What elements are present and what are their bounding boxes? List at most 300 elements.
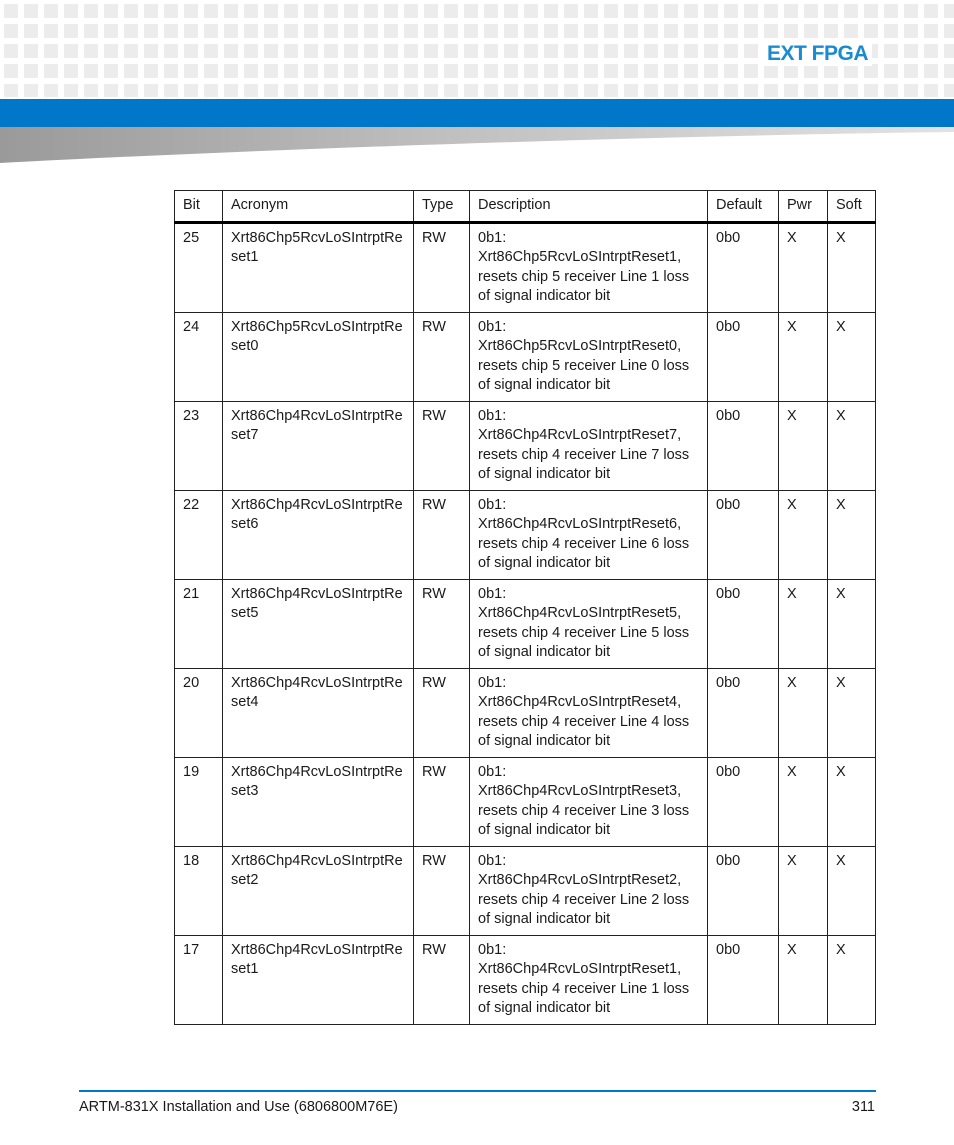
header-pattern-square [364,84,378,97]
header-pattern-square [224,4,238,18]
header-pattern-square [224,84,238,97]
header-pattern-square [824,24,838,38]
header-pattern-square [244,44,258,58]
header-pattern-square [404,64,418,78]
header-pattern-square [144,4,158,18]
header-pattern-square [244,4,258,18]
header-pattern-square [44,44,58,58]
header-pattern-square [264,24,278,38]
cell-default: 0b0 [708,757,779,846]
header-pattern-square [584,84,598,97]
header-pattern-square [204,44,218,58]
header-pattern-square [704,4,718,18]
table-row [175,222,876,312]
header-pattern-square [824,4,838,18]
header-pattern-square [924,44,938,58]
header-pattern-square [864,4,878,18]
cell-soft: X [828,935,876,1024]
header-pattern-square [344,44,358,58]
header-pattern-square [764,4,778,18]
column-header-default: Default [708,191,779,223]
header-pattern-square [904,64,918,78]
table-row [175,312,876,401]
cell-pwr: X [779,401,828,490]
table-row [175,490,876,579]
cell-type: RW [414,312,470,401]
cell-default: 0b0 [708,579,779,668]
header-pattern-square [84,64,98,78]
header-pattern-square [504,64,518,78]
header-pattern-square [564,64,578,78]
footer-document-title: ARTM-831X Installation and Use (6806800M76E) [79,1099,398,1115]
header-pattern-square [384,44,398,58]
column-header-acronym: Acronym [223,191,414,223]
cell-bit: 17 [175,935,223,1024]
table-row [175,935,876,1024]
table-row [175,846,876,935]
header-pattern-square [724,84,738,97]
header-pattern-square [884,64,898,78]
cell-acronym: Xrt86Chp4RcvLoSIntrptReset5 [223,579,414,668]
cell-pwr: X [779,312,828,401]
header-pattern-square [744,44,758,58]
header-pattern-square [164,84,178,97]
header-pattern-square [544,44,558,58]
column-header-pwr: Pwr [779,191,828,223]
header-pattern-square [324,84,338,97]
header-pattern-square [124,4,138,18]
cell-soft: X [828,312,876,401]
header-pattern-square [64,24,78,38]
header-pattern-square [884,4,898,18]
cell-default: 0b0 [708,312,779,401]
header-pattern-square [624,64,638,78]
header-pattern-square [384,84,398,97]
header-pattern-square [424,84,438,97]
cell-description: 0b1: Xrt86Chp4RcvLoSIntrptReset3, resets chip 4 receiver Line 3 loss of signal indicator bit [470,757,708,846]
header-pattern-square [24,24,38,38]
cell-type: RW [414,490,470,579]
cell-type: RW [414,222,470,312]
header-pattern-square [464,84,478,97]
header-pattern-square [924,84,938,97]
header-pattern-square [724,64,738,78]
header-pattern-square [444,44,458,58]
header-pattern-square [484,84,498,97]
header-pattern-square [944,4,954,18]
header-pattern-square [104,64,118,78]
header-pattern-square [44,64,58,78]
header-pattern-square [344,64,358,78]
header-pattern-square [824,64,838,78]
table-row [175,668,876,757]
header-pattern-square [164,44,178,58]
cell-description: 0b1: Xrt86Chp4RcvLoSIntrptReset7, resets chip 4 receiver Line 7 loss of signal indicator bit [470,401,708,490]
cell-bit: 25 [175,222,223,312]
footer-rule [79,1090,876,1092]
cell-pwr: X [779,935,828,1024]
header-pattern-square [164,4,178,18]
header-pattern-square [464,4,478,18]
header-pattern-square [204,4,218,18]
cell-pwr: X [779,222,828,312]
header-pattern-square [524,84,538,97]
header-pattern-square [524,64,538,78]
header-pattern-square [464,44,478,58]
header-pattern-square [644,44,658,58]
header-pattern-square [844,24,858,38]
header-pattern-square [584,44,598,58]
header-pattern-square [664,24,678,38]
cell-description: 0b1: Xrt86Chp4RcvLoSIntrptReset6, resets chip 4 receiver Line 6 loss of signal indicator bit [470,490,708,579]
header-pattern-square [824,84,838,97]
cell-default: 0b0 [708,846,779,935]
header-pattern-square [124,64,138,78]
header-pattern-square [304,64,318,78]
header-pattern-square [864,64,878,78]
header-pattern-square [664,4,678,18]
header-pattern-square [184,84,198,97]
header-pattern-square [744,84,758,97]
header-pattern-square [644,4,658,18]
header-pattern-square [704,84,718,97]
header-pattern-square [64,84,78,97]
header-pattern-square [564,4,578,18]
header-pattern-square [684,64,698,78]
header-pattern-square [104,4,118,18]
header-pattern-square [624,44,638,58]
header-pattern-square [844,64,858,78]
header-blue-bar [0,99,954,127]
header-pattern-square [104,44,118,58]
cell-type: RW [414,846,470,935]
header-pattern-square [364,4,378,18]
header-pattern-square [424,64,438,78]
header-pattern-square [384,4,398,18]
header-pattern-square [724,44,738,58]
column-header-soft: Soft [828,191,876,223]
header-pattern-square [264,64,278,78]
header-pattern-square [944,64,954,78]
header-pattern-square [544,4,558,18]
cell-bit: 21 [175,579,223,668]
header-pattern-square [184,64,198,78]
header-pattern-square [404,4,418,18]
header-pattern-square [224,64,238,78]
header-pattern-square [404,84,418,97]
table-row [175,401,876,490]
header-pattern-square [104,24,118,38]
header-pattern-square [624,4,638,18]
header-pattern-square [504,4,518,18]
header-pattern-square [724,4,738,18]
register-table [174,190,876,1025]
header-pattern-square [404,24,418,38]
cell-soft: X [828,401,876,490]
header-pattern-square [464,24,478,38]
header-pattern-square [744,24,758,38]
header-pattern-square [264,44,278,58]
header-pattern-square [24,84,38,97]
table-header-row [175,191,876,223]
header-pattern-square [504,44,518,58]
cell-bit: 19 [175,757,223,846]
header-pattern-square [524,4,538,18]
header-pattern-square [564,24,578,38]
header-pattern-square [844,84,858,97]
header-pattern-square [444,84,458,97]
header-pattern-square [524,24,538,38]
header-pattern-square [184,44,198,58]
header-pattern-square [624,84,638,97]
cell-default: 0b0 [708,222,779,312]
column-header-bit: Bit [175,191,223,223]
header-pattern-square [764,64,778,78]
header-pattern-square [604,24,618,38]
cell-type: RW [414,579,470,668]
header-pattern-square [484,44,498,58]
header-pattern-square [364,44,378,58]
header-pattern-square [604,44,618,58]
header-pattern-square [444,64,458,78]
header-pattern-square [364,24,378,38]
header-pattern-square [144,84,158,97]
header-pattern-square [744,64,758,78]
cell-acronym: Xrt86Chp4RcvLoSIntrptReset7 [223,401,414,490]
header-pattern-square [84,4,98,18]
header-pattern-square [324,64,338,78]
header-pattern-square [324,4,338,18]
header-pattern-square [44,24,58,38]
header-pattern-square [344,24,358,38]
header-pattern-square [484,24,498,38]
header-pattern-square [84,24,98,38]
header-pattern-square [284,24,298,38]
header-pattern-square [924,64,938,78]
cell-type: RW [414,668,470,757]
header-pattern-square [84,44,98,58]
header-pattern-square [164,24,178,38]
column-header-description: Description [470,191,708,223]
header-pattern-square [684,4,698,18]
header-pattern-square [124,84,138,97]
header-pattern-square [924,24,938,38]
cell-description: 0b1: Xrt86Chp4RcvLoSIntrptReset5, resets chip 4 receiver Line 5 loss of signal indicator bit [470,579,708,668]
cell-bit: 24 [175,312,223,401]
header-pattern-square [304,4,318,18]
header-pattern-square [384,64,398,78]
cell-acronym: Xrt86Chp4RcvLoSIntrptReset1 [223,935,414,1024]
header-pattern-square [944,24,954,38]
header-pattern-square [604,64,618,78]
header-pattern-square [624,24,638,38]
header-pattern-square [4,64,18,78]
header-pattern-square [84,84,98,97]
header-pattern-square [424,44,438,58]
header-pattern-square [884,44,898,58]
cell-pwr: X [779,579,828,668]
cell-default: 0b0 [708,401,779,490]
header-pattern-square [4,84,18,97]
cell-default: 0b0 [708,668,779,757]
cell-default: 0b0 [708,490,779,579]
cell-pwr: X [779,757,828,846]
header-pattern-square [704,24,718,38]
header-pattern-square [324,44,338,58]
header-pattern-square [64,64,78,78]
header-pattern-square [424,4,438,18]
header-pattern-square [764,24,778,38]
cell-acronym: Xrt86Chp5RcvLoSIntrptReset0 [223,312,414,401]
header-pattern-square [64,4,78,18]
header-pattern-square [944,44,954,58]
header-pattern-square [664,44,678,58]
header-pattern-square [544,64,558,78]
header-pattern-square [644,84,658,97]
header-pattern-square [784,4,798,18]
cell-type: RW [414,935,470,1024]
header-pattern-square [784,24,798,38]
cell-soft: X [828,846,876,935]
header-pattern-square [144,64,158,78]
cell-pwr: X [779,490,828,579]
header-pattern-square [704,64,718,78]
cell-description: 0b1: Xrt86Chp4RcvLoSIntrptReset4, resets chip 4 receiver Line 4 loss of signal indicator bit [470,668,708,757]
header-pattern-square [4,44,18,58]
header-pattern-square [844,4,858,18]
header-pattern-square [864,24,878,38]
cell-bit: 18 [175,846,223,935]
cell-acronym: Xrt86Chp4RcvLoSIntrptReset6 [223,490,414,579]
header-pattern-square [44,4,58,18]
header-pattern-square [24,44,38,58]
header-pattern-square [804,84,818,97]
header-pattern-square [364,64,378,78]
header-pattern-square [424,24,438,38]
header-pattern-square [184,24,198,38]
header-pattern-square [144,24,158,38]
header-pattern-square [284,84,298,97]
header-pattern-square [244,24,258,38]
header-pattern-square [204,64,218,78]
header-pattern-square [404,44,418,58]
header-pattern-square [244,64,258,78]
header-pattern-square [144,44,158,58]
cell-acronym: Xrt86Chp4RcvLoSIntrptReset3 [223,757,414,846]
header-pattern-square [904,44,918,58]
header-pattern-square [884,84,898,97]
header-pattern-square [204,24,218,38]
header-pattern-square [584,4,598,18]
header-pattern-square [224,24,238,38]
header-pattern-square [464,64,478,78]
cell-description: 0b1: Xrt86Chp4RcvLoSIntrptReset1, resets chip 4 receiver Line 1 loss of signal indicator bit [470,935,708,1024]
page-number: 311 [851,1099,875,1115]
header-pattern-square [504,84,518,97]
header-pattern-square [444,4,458,18]
header-pattern-square [344,84,358,97]
header-pattern-square [264,4,278,18]
header-pattern-square [284,4,298,18]
cell-description: 0b1: Xrt86Chp4RcvLoSIntrptReset2, resets chip 4 receiver Line 2 loss of signal indicator bit [470,846,708,935]
cell-description: 0b1: Xrt86Chp5RcvLoSIntrptReset0, resets chip 5 receiver Line 0 loss of signal indicator bit [470,312,708,401]
header-pattern-square [444,24,458,38]
header-pattern-square [244,84,258,97]
header-pattern-square [704,44,718,58]
header-pattern-square [44,84,58,97]
cell-type: RW [414,401,470,490]
header-pattern-square [584,24,598,38]
header-pattern-square [524,44,538,58]
header-pattern-square [324,24,338,38]
header-pattern-square [804,64,818,78]
cell-soft: X [828,222,876,312]
header-pattern-square [124,44,138,58]
header-pattern-square [484,4,498,18]
header-gray-swoosh [0,127,954,163]
header-pattern-square [644,24,658,38]
header-pattern-square [284,44,298,58]
header-pattern-square [504,24,518,38]
header-pattern-square [924,4,938,18]
column-header-type: Type [414,191,470,223]
header-pattern-square [4,24,18,38]
header-pattern-square [804,4,818,18]
header-pattern-square [584,64,598,78]
cell-bit: 23 [175,401,223,490]
header-pattern-square [564,84,578,97]
header-pattern-square [24,64,38,78]
header-pattern-square [484,64,498,78]
header-pattern-square [664,64,678,78]
header-pattern-square [344,4,358,18]
header-pattern-square [604,4,618,18]
cell-acronym: Xrt86Chp5RcvLoSIntrptReset1 [223,222,414,312]
header-pattern-square [544,24,558,38]
header-pattern-square [884,24,898,38]
header-pattern-square [24,4,38,18]
header-pattern-square [664,84,678,97]
header-pattern-square [544,84,558,97]
header-pattern-square [104,84,118,97]
header-pattern-square [604,84,618,97]
cell-soft: X [828,579,876,668]
header-pattern-square [564,44,578,58]
header-pattern-square [904,84,918,97]
header-pattern-square [164,64,178,78]
cell-acronym: Xrt86Chp4RcvLoSIntrptReset4 [223,668,414,757]
cell-bit: 20 [175,668,223,757]
header-pattern-square [284,64,298,78]
header-pattern-square [864,84,878,97]
header-pattern-square [684,84,698,97]
header-pattern-square [304,24,318,38]
cell-default: 0b0 [708,935,779,1024]
header-pattern-square [384,24,398,38]
header-pattern-square [264,84,278,97]
header-pattern-square [4,4,18,18]
cell-bit: 22 [175,490,223,579]
cell-description: 0b1: Xrt86Chp5RcvLoSIntrptReset1, resets chip 5 receiver Line 1 loss of signal indicator bit [470,222,708,312]
cell-soft: X [828,757,876,846]
header-pattern-square [304,44,318,58]
header-pattern-square [684,24,698,38]
cell-acronym: Xrt86Chp4RcvLoSIntrptReset2 [223,846,414,935]
cell-pwr: X [779,846,828,935]
header-pattern-square [204,84,218,97]
header-pattern-square [944,84,954,97]
header-pattern-square [304,84,318,97]
